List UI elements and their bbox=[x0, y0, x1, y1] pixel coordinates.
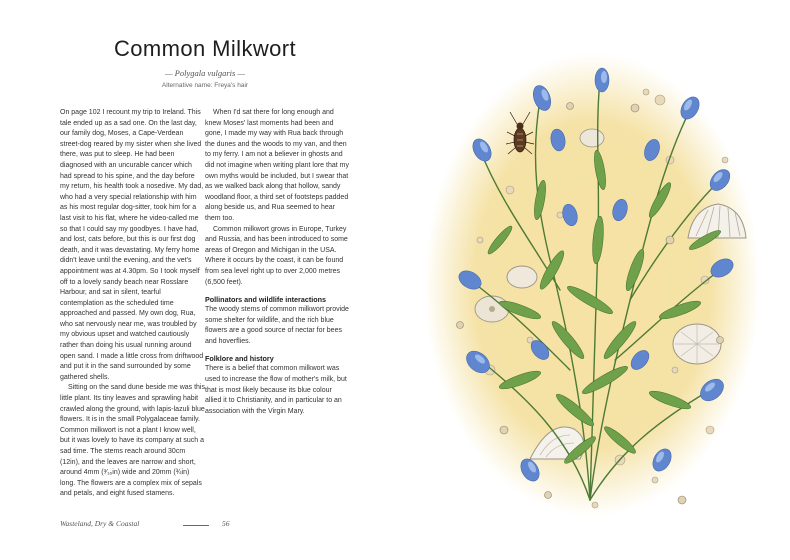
footer-section-title: Wasteland, Dry & Coastal bbox=[60, 519, 140, 528]
shell-icon bbox=[673, 324, 721, 364]
paragraph: The woody stems of common milkwort provide some shelter for wildlife, and the rich blue flowers are a good source of nectar for bees and hoverflies. bbox=[205, 306, 349, 345]
shell-icon bbox=[475, 296, 509, 322]
paragraph: When I'd sat there for long enough and knew Moses' last moments had been and gone, I made my way with Rua back through the dunes and the woods to my van, and then to my ferry. I am not a believer in ghosts and did not imagine when writing plant lore that my own myths would be included, but I swear that as we walked back along that hollow, sandy woodland floor, a third set of footsteps padded along beside us, and Rua seemed to hear them too. bbox=[205, 109, 349, 222]
text-column-right bbox=[205, 108, 350, 417]
paragraph: On page 102 I recount my trip to Ireland. This tale ended up as a sad one. On the last day, our family dog, Moses, a Cape-Verdean street-dog reared by my sister when she lived there, was put to sleep. He had been diagnosed with an uncurable cancer which had spread to his spine, and the day before my return, his health took a nosedive. My dad, who had a very special relationship with him as his most regular dog-sitter, took him for a last visit to his flat, where he video-called me so that I could say my goodbyes. I have had, and lost, cats before, but this is our first dog death, and it was devastating. My ferry home didn't leave until the evening, and the vet's appointment was at 4.30pm. So I took myself off to a lovely sandy beach near Rosslare Harbour, and sat in silent, tearful contemplation as the scheduled time approached and passed. My own dog, Rua, who sat nervously near me, was troubled by my obvious upset and watched cautiously rather than doing his usual running around open sand. I made a little cross from driftwood and put it in the sand surrounded by some gathered shells. bbox=[60, 109, 204, 381]
footer-divider bbox=[183, 525, 209, 526]
alternative-name: Alternative name: Freya's hair bbox=[161, 82, 249, 89]
section-heading-pollinators: Pollinators and wildlife interactions bbox=[205, 295, 327, 305]
page-title: Common Milkwort bbox=[113, 36, 297, 61]
paragraph: Common milkwort grows in Europe, Turkey and Russia, and has been introduced to some areas of Oregon and Michigan in the USA. Where it occurs by the coast, it can be found from sea level right up to over 2,000 metres (6,500 feet). bbox=[205, 225, 348, 286]
shell-icon bbox=[507, 266, 537, 288]
page-number: 56 bbox=[222, 519, 230, 528]
milkwort-illustration bbox=[420, 40, 760, 520]
text-column-left bbox=[60, 108, 205, 500]
paragraph: Sitting on the sand dune beside me was this little plant. Its tiny leaves and sprawling habit crawled along the ground, with lapis-lazuli blue flowers. It is in the small Polygalaceae family. Common milkwort is not a plant I know well, but it was lovely to have its company at such a sad time. The stems reach around 30cm (12in), and the leaves are narrow and short, around 4mm (³⁄₁₆in) wide and 20mm (¾in) long. The flowers are a complex mix of sepals and petals, and eight fused stamens. bbox=[60, 384, 205, 498]
shell-icon bbox=[580, 129, 604, 147]
paragraph: There is a belief that common milkwort was used to increase the flow of mother's milk, but that is most likely because its blue colour allied it to Christianity, and in particular to an association with the Virgin Mary. bbox=[205, 365, 347, 415]
latin-name: — Polygala vulgaris — bbox=[164, 68, 246, 78]
section-heading-folklore: Folklore and history bbox=[205, 354, 274, 364]
